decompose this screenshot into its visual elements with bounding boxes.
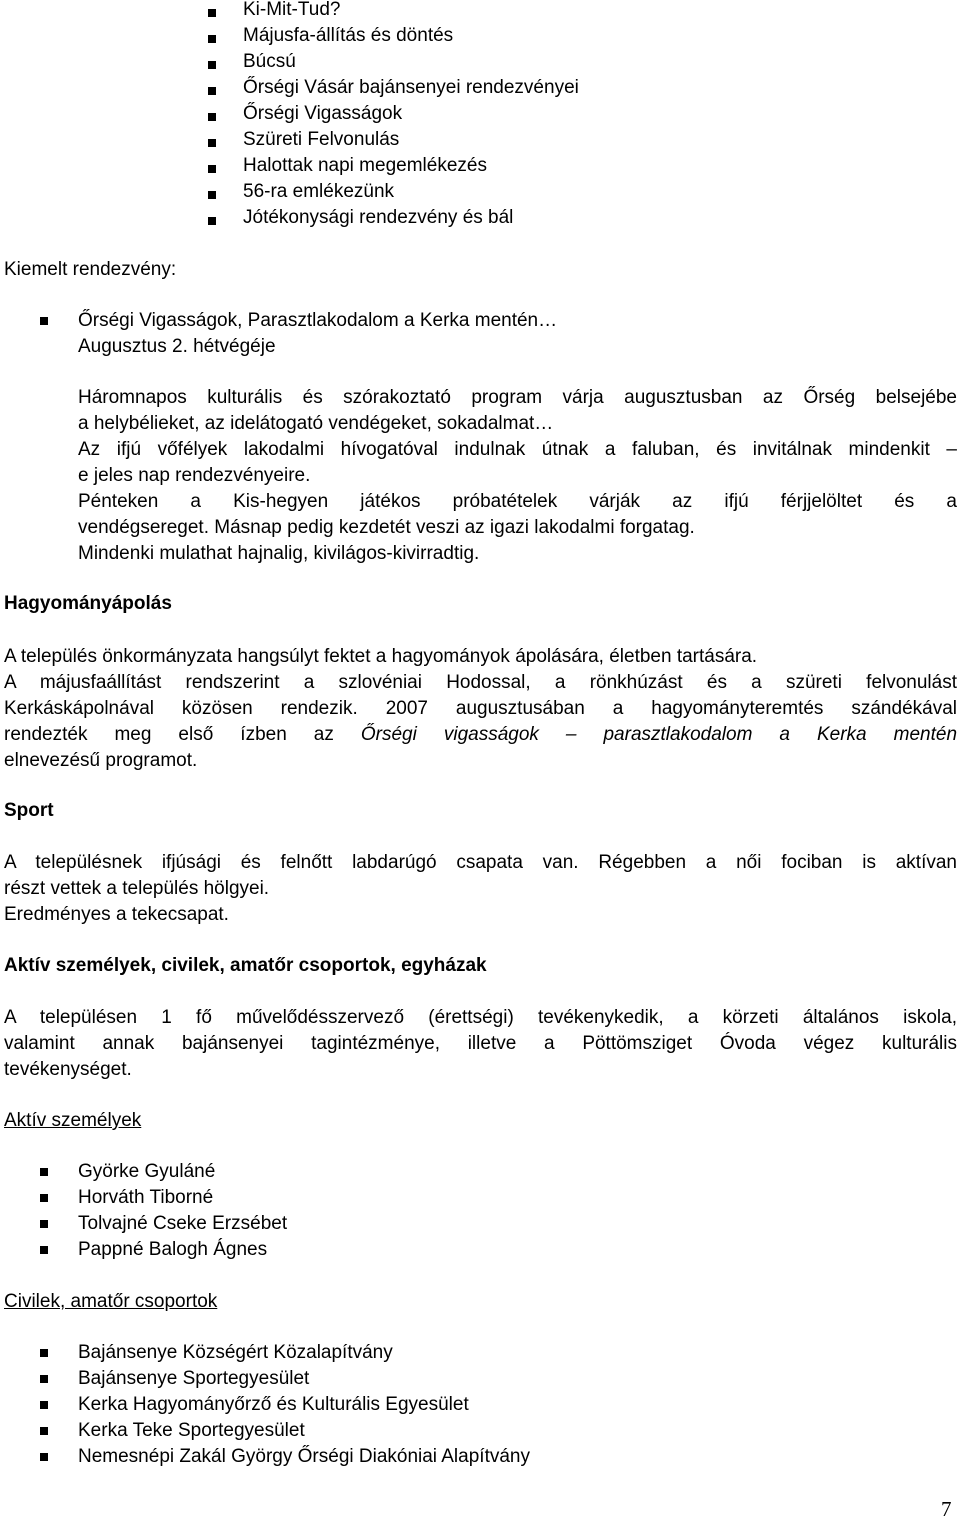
highlight-title: Őrségi Vigasságok, Parasztlakodalom a Kerka mentén…	[78, 310, 558, 331]
subheading-persons: Aktív személyek	[4, 1110, 142, 1131]
paragraph-line: valamint annak bajánsenyei tagintézménye, illetve a Pöttömsziget Óvoda végez kulturális	[4, 1033, 957, 1054]
paragraph-line: A településnek ifjúsági és felnőtt labdarúgó csapata van. Régebben a női fociban is aktívan	[4, 852, 957, 873]
section-heading-sport: Sport	[4, 800, 54, 821]
paragraph-line: A májusfaállítást rendszerint a szlovéniai Hodossal, a rönkhúzást és a szüreti felvonulást	[4, 672, 957, 693]
section-heading-hagyomany: Hagyományápolás	[4, 593, 172, 614]
page-number: 7	[941, 1497, 952, 1521]
paragraph-line: Kerkáskápolnával közösen rendezik. 2007 augusztusában a hagyományteremtés szándékával	[4, 698, 957, 719]
paragraph-line: rendezték meg első ízben az Őrségi vigasságok – parasztlakodalom a Kerka mentén	[4, 724, 958, 745]
highlight-date: Augusztus 2. hétvégéje	[78, 336, 276, 357]
bullet-icon	[40, 317, 48, 325]
paragraph-line: A település önkormányzata hangsúlyt fektet a hagyományok ápolására, életben tartására.	[4, 646, 758, 667]
subheading-civil: Civilek, amatőr csoportok	[4, 1291, 218, 1312]
paragraph-line: Eredményes a tekecsapat.	[4, 904, 229, 925]
event-name-italic: Őrségi vigasságok – parasztlakodalom a Kerka mentén	[360, 724, 958, 745]
paragraph-line: A településen 1 fő művelődésszervező (érettségi) tevékenykedik, a körzeti általános iskola,	[4, 1007, 957, 1028]
paragraph-line: elnevezésű programot.	[4, 750, 198, 771]
section-heading-aktiv: Aktív személyek, civilek, amatőr csoportok, egyházak	[4, 955, 487, 976]
highlight-label: Kiemelt rendezvény:	[4, 259, 177, 280]
paragraph-line: részt vettek a település hölgyei.	[4, 878, 270, 899]
paragraph-line: tevékenységet.	[4, 1059, 132, 1080]
